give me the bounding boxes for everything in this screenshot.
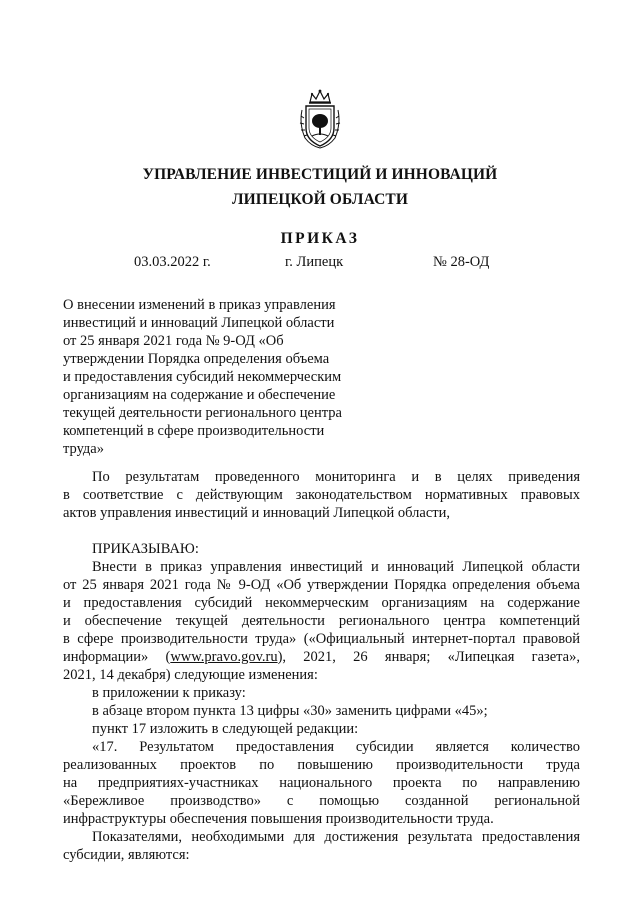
pravo-gov-link[interactable]: www.pravo.gov.ru	[170, 649, 278, 665]
paragraph-line: в сфере производительности труда» («Официальный интернет-портал правовой	[63, 631, 580, 647]
change-appendix: в приложении к приказу:	[92, 685, 246, 701]
clause-17-line: «Бережливое производство» с помощью созданной региональной	[63, 793, 580, 809]
document-date: 03.03.2022 г.	[134, 254, 211, 270]
paragraph-line: и обеспечение текущей деятельности регионального центра компетенций	[63, 613, 580, 629]
change-paragraph-13: в абзаце втором пункта 13 цифры «30» заменить цифрами «45»;	[92, 703, 488, 719]
subject-line: и предоставления субсидий некоммерческим	[63, 369, 342, 385]
paragraph-line: 2021, 14 декабря) следующие изменения:	[63, 667, 318, 683]
subject-line: О внесении изменений в приказ управления	[63, 297, 336, 313]
clause-17-line: реализованных проектов по повышению производительности труда	[63, 757, 580, 773]
document-city: г. Липецк	[285, 254, 344, 270]
order-word: ПРИКАЗЫВАЮ:	[92, 541, 199, 557]
paragraph-line: По результатам проведенного мониторинга и в целях приведения	[92, 469, 580, 485]
order-section	[63, 540, 580, 864]
change-paragraph-17: пункт 17 изложить в следующей редакции:	[92, 721, 359, 737]
subject-line: труда»	[63, 441, 104, 457]
subject-line: инвестиций и инноваций Липецкой области	[63, 315, 335, 331]
clause-17-line: на предприятиях-участниках национального проекта по направлению	[63, 775, 580, 791]
paragraph-line: от 25 января 2021 года № 9-ОД «Об утверждении Порядка определения объема	[63, 577, 580, 593]
document-subject	[63, 296, 363, 458]
indicators-line: субсидии, являются:	[63, 847, 190, 863]
paragraph-line: актов управления инвестиций и инноваций Липецкой области,	[63, 505, 451, 521]
clause-17-line: «17. Результатом предоставления субсидии является количество	[92, 739, 580, 755]
coat-of-arms-icon	[297, 88, 343, 150]
indicators-line: Показателями, необходимыми для достижения результата предоставления	[92, 829, 580, 845]
paragraph-line-with-link	[63, 648, 580, 666]
subject-line: утверждении Порядка определения объема	[63, 351, 330, 367]
paragraph-text: ), 2021, 26 января; «Липецкая газета»,	[277, 649, 580, 665]
subject-line: организациям на содержание и обеспечение	[63, 387, 336, 403]
subject-line: текущей деятельности регионального центра	[63, 405, 342, 421]
paragraph-line: в соответствие с действующим законодательством нормативных правовых	[63, 487, 580, 503]
subject-line: компетенций в сфере производительности	[63, 423, 325, 439]
org-name-line-1: УПРАВЛЕНИЕ ИНВЕСТИЦИЙ И ИННОВАЦИЙ	[142, 166, 498, 183]
preamble-paragraph	[63, 468, 580, 522]
document-number: № 28-ОД	[433, 254, 490, 270]
paragraph-line: Внести в приказ управления инвестиций и инноваций Липецкой области	[92, 559, 580, 575]
clause-17-line: инфраструктуры обеспечения повышения производительности труда.	[63, 811, 494, 827]
paragraph-text: информации» (	[63, 649, 171, 665]
org-name-line-2: ЛИПЕЦКОЙ ОБЛАСТИ	[232, 191, 408, 208]
subject-line: от 25 января 2021 года № 9-ОД «Об	[63, 333, 284, 349]
paragraph-line: и предоставления субсидий некоммерческим организациям на содержание	[63, 595, 580, 611]
document-title: ПРИКАЗ	[280, 230, 360, 247]
